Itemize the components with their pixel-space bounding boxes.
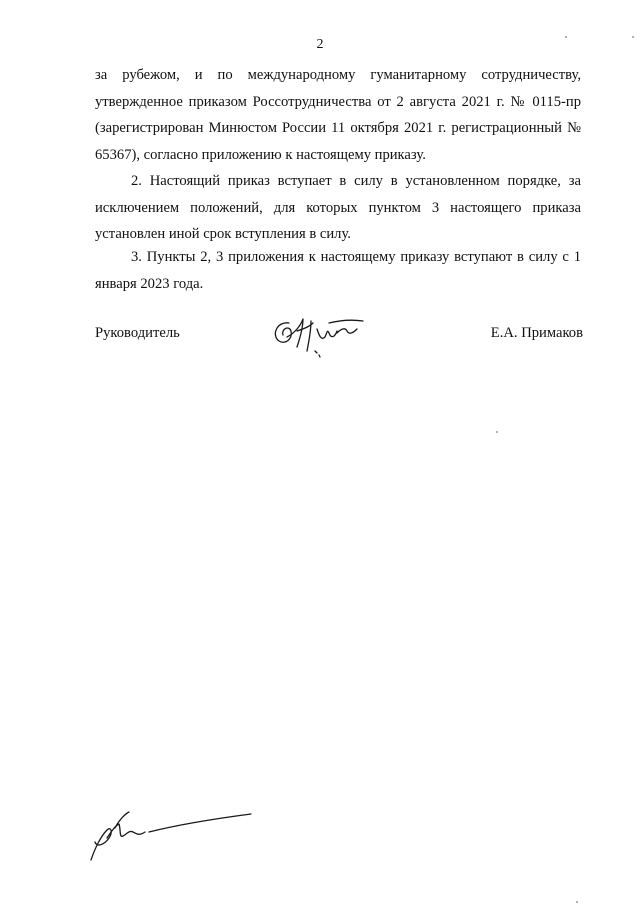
- scan-speck: [565, 36, 567, 38]
- text-line: 2. Настоящий приказ вступает в силу в установленном порядке,: [131, 173, 561, 189]
- text-line: за рубежом, и по международному гуманитарному сотрудничеству,: [95, 67, 581, 83]
- paragraph-1: [95, 62, 581, 168]
- initials-signature-icon: [85, 808, 255, 866]
- text-line: с 1 января 2023 года.: [95, 249, 581, 292]
- position-title: Руководитель: [95, 325, 180, 341]
- text-line: 3. Пункты 2, 3 приложения к настоящему приказу вступают в силу: [131, 249, 558, 265]
- signature-block: [95, 325, 583, 365]
- paragraph-item-3: [95, 244, 581, 297]
- handwritten-signature-icon: [267, 311, 367, 363]
- text-line: за исключением положений, для которых пунктом 3 настоящего приказа: [95, 173, 581, 216]
- paragraph-3: [95, 244, 581, 297]
- paragraph-2: [95, 168, 581, 248]
- page-number: 2: [316, 37, 324, 52]
- text-line: № 65367), согласно приложению к настоящему приказу.: [95, 120, 581, 163]
- paragraph-continuation: [95, 62, 581, 168]
- paragraph-item-2: [95, 168, 581, 248]
- text-line: утвержденное приказом Россотрудничества от 2 августа 2021 г. № 0115-пр: [95, 93, 581, 110]
- text-line: установлен иной срок вступления в силу.: [95, 226, 351, 242]
- scan-speck: [496, 431, 498, 433]
- text-line: (зарегистрирован Минюстом России 11 октября 2021 г. регистрационный: [95, 120, 562, 136]
- signatory-name: Е.А. Примаков: [490, 325, 583, 341]
- scan-speck: [576, 901, 578, 903]
- scan-speck: [632, 36, 634, 38]
